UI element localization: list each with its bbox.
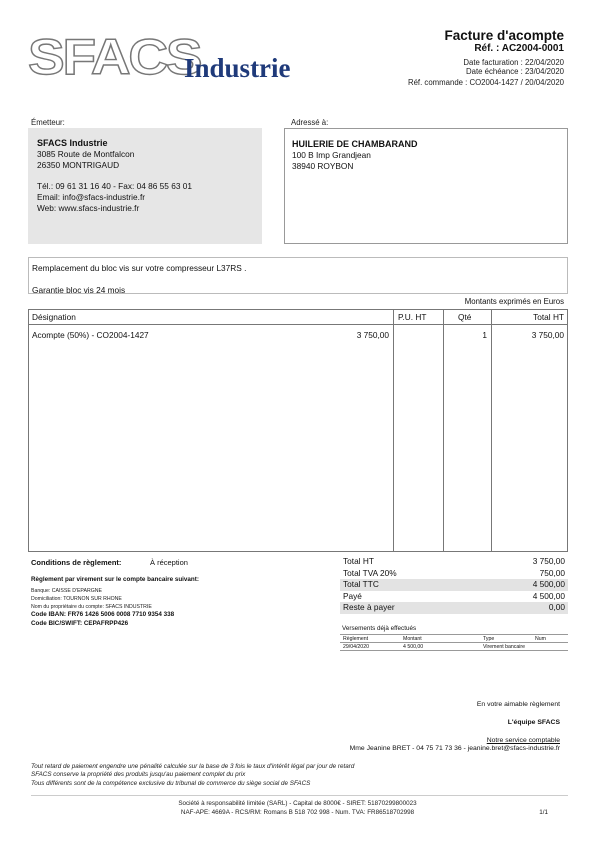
table-cell-total: 3 750,00 [531, 330, 564, 340]
column-unit-price: P.U. HT [398, 312, 427, 322]
bank-transfer-title: Règlement par virement sur le compte bancaire suivant: [31, 576, 199, 583]
recipient-label: Adressé à: [291, 118, 329, 127]
note-line: Remplacement du bloc vis sur votre compresseur L37RS . [32, 263, 247, 273]
legal-notice: Tout retard de paiement engendre une pénalité calculée sur la base de 3 fois le taux d'intérêt légal par jour de retard [31, 763, 355, 770]
recipient-name: HUILERIE DE CHAMBARAND [292, 139, 418, 149]
payments-title: Versements déjà effectués [342, 625, 417, 632]
invoice-date: Date facturation : 22/04/2020 [463, 58, 564, 67]
emitter-address-line: 26350 MONTRIGAUD [37, 160, 120, 170]
company-registration-info: NAF-APE: 4669A - RCS/RM: Romans B 518 702 998 - Num. TVA: FR86518702998 [180, 809, 415, 816]
note-line: Garantie bloc vis 24 mois [32, 285, 126, 295]
payments-table [340, 634, 568, 651]
payment-terms-label: Conditions de règlement: [31, 558, 122, 567]
due-date: Date échéance : 23/04/2020 [466, 67, 564, 76]
logo-subtitle: Industrie [184, 53, 291, 83]
accounting-contact: Mme Jeanine BRET - 04 75 71 73 36 - jeanine.bret@sfacs-industrie.fr [349, 745, 560, 752]
invoice-note [28, 257, 568, 294]
total-tva-row: Total TVA 20% 750,00 [343, 567, 565, 578]
footer-divider [31, 795, 568, 796]
legal-notice: SFACS conserve la propriété des produits jusqu'au paiement complet du prix [31, 771, 246, 778]
emitter-website: Web: www.sfacs-industrie.fr [37, 203, 140, 213]
page-number: 1/1 [539, 809, 548, 816]
table-cell-quantity: 1 [482, 330, 487, 340]
bank-domiciliation: Domiciliation: TOURNON SUR RHONE [31, 596, 122, 602]
accounting-service: Notre service comptable [486, 737, 560, 744]
emitter-email: Email: info@sfacs-industrie.fr [37, 192, 146, 202]
emitter-label: Émetteur: [31, 118, 65, 127]
closing-greeting: En votre aimable règlement [476, 701, 560, 708]
payment-terms-value: À réception [150, 558, 188, 567]
currency-note: Montants exprimés en Euros [464, 297, 564, 306]
table-cell-designation: Acompte (50%) - CO2004-1427 [32, 330, 149, 340]
payment-row: 29/04/2020 4 500,00 Virement bancaire [340, 643, 568, 651]
column-total: Total HT [533, 312, 564, 322]
recipient-box [284, 128, 568, 244]
column-designation: Désignation [32, 312, 76, 322]
bic-code: Code BIC/SWIFT: CEPAFRPP426 [31, 620, 129, 627]
emitter-box [28, 128, 262, 244]
total-ht-row: Total HT 3 750,00 [343, 556, 565, 566]
recipient-address-line: 100 B Imp Grandjean [292, 150, 371, 160]
column-quantity: Qté [458, 312, 472, 322]
remaining-row: Reste à payer 0,00 [340, 602, 568, 614]
account-owner: Nom du propriétaire du compte: SFACS INDUSTRIE [31, 604, 152, 610]
legal-notice: Tous différents sont de la compétence exclusive du tribunal de commerce du siège social de SFACS [31, 780, 311, 787]
table-cell-unit-price: 3 750,00 [356, 330, 389, 340]
items-table [28, 309, 568, 552]
company-legal-info: Société à responsabilité limitée (SARL) - Capital de 8000€ - SIRET: 51870299800023 [178, 800, 417, 807]
order-reference: Réf. commande : CO2004-1427 / 20/04/2020 [407, 78, 564, 87]
table-header [29, 310, 567, 325]
company-logo [28, 30, 318, 90]
total-ttc-row: Total TTC 4 500,00 [340, 579, 568, 591]
payments-header: Règlement Montant Type Num [340, 635, 568, 643]
emitter-address-line: 3085 Route de Montfalcon [37, 149, 135, 159]
document-reference: Réf. : AC2004-0001 [474, 43, 564, 54]
totals-table [340, 556, 568, 614]
bank-name: Banque: CAISSE D'EPARGNE [31, 588, 102, 594]
recipient-address-line: 38940 ROYBON [292, 161, 354, 171]
emitter-phone: Tél.: 09 61 31 16 40 - Fax: 04 86 55 63 01 [37, 181, 192, 191]
document-title: Facture d'acompte [444, 28, 564, 43]
signature-team: L'équipe SFACS [507, 719, 560, 726]
emitter-name: SFACS Industrie [37, 138, 108, 148]
iban-code: Code IBAN: FR76 1426 5006 0008 7710 9354 338 [31, 611, 175, 618]
logo-wordmark: SFACS [28, 29, 201, 85]
paid-row: Payé 4 500,00 [343, 590, 565, 601]
